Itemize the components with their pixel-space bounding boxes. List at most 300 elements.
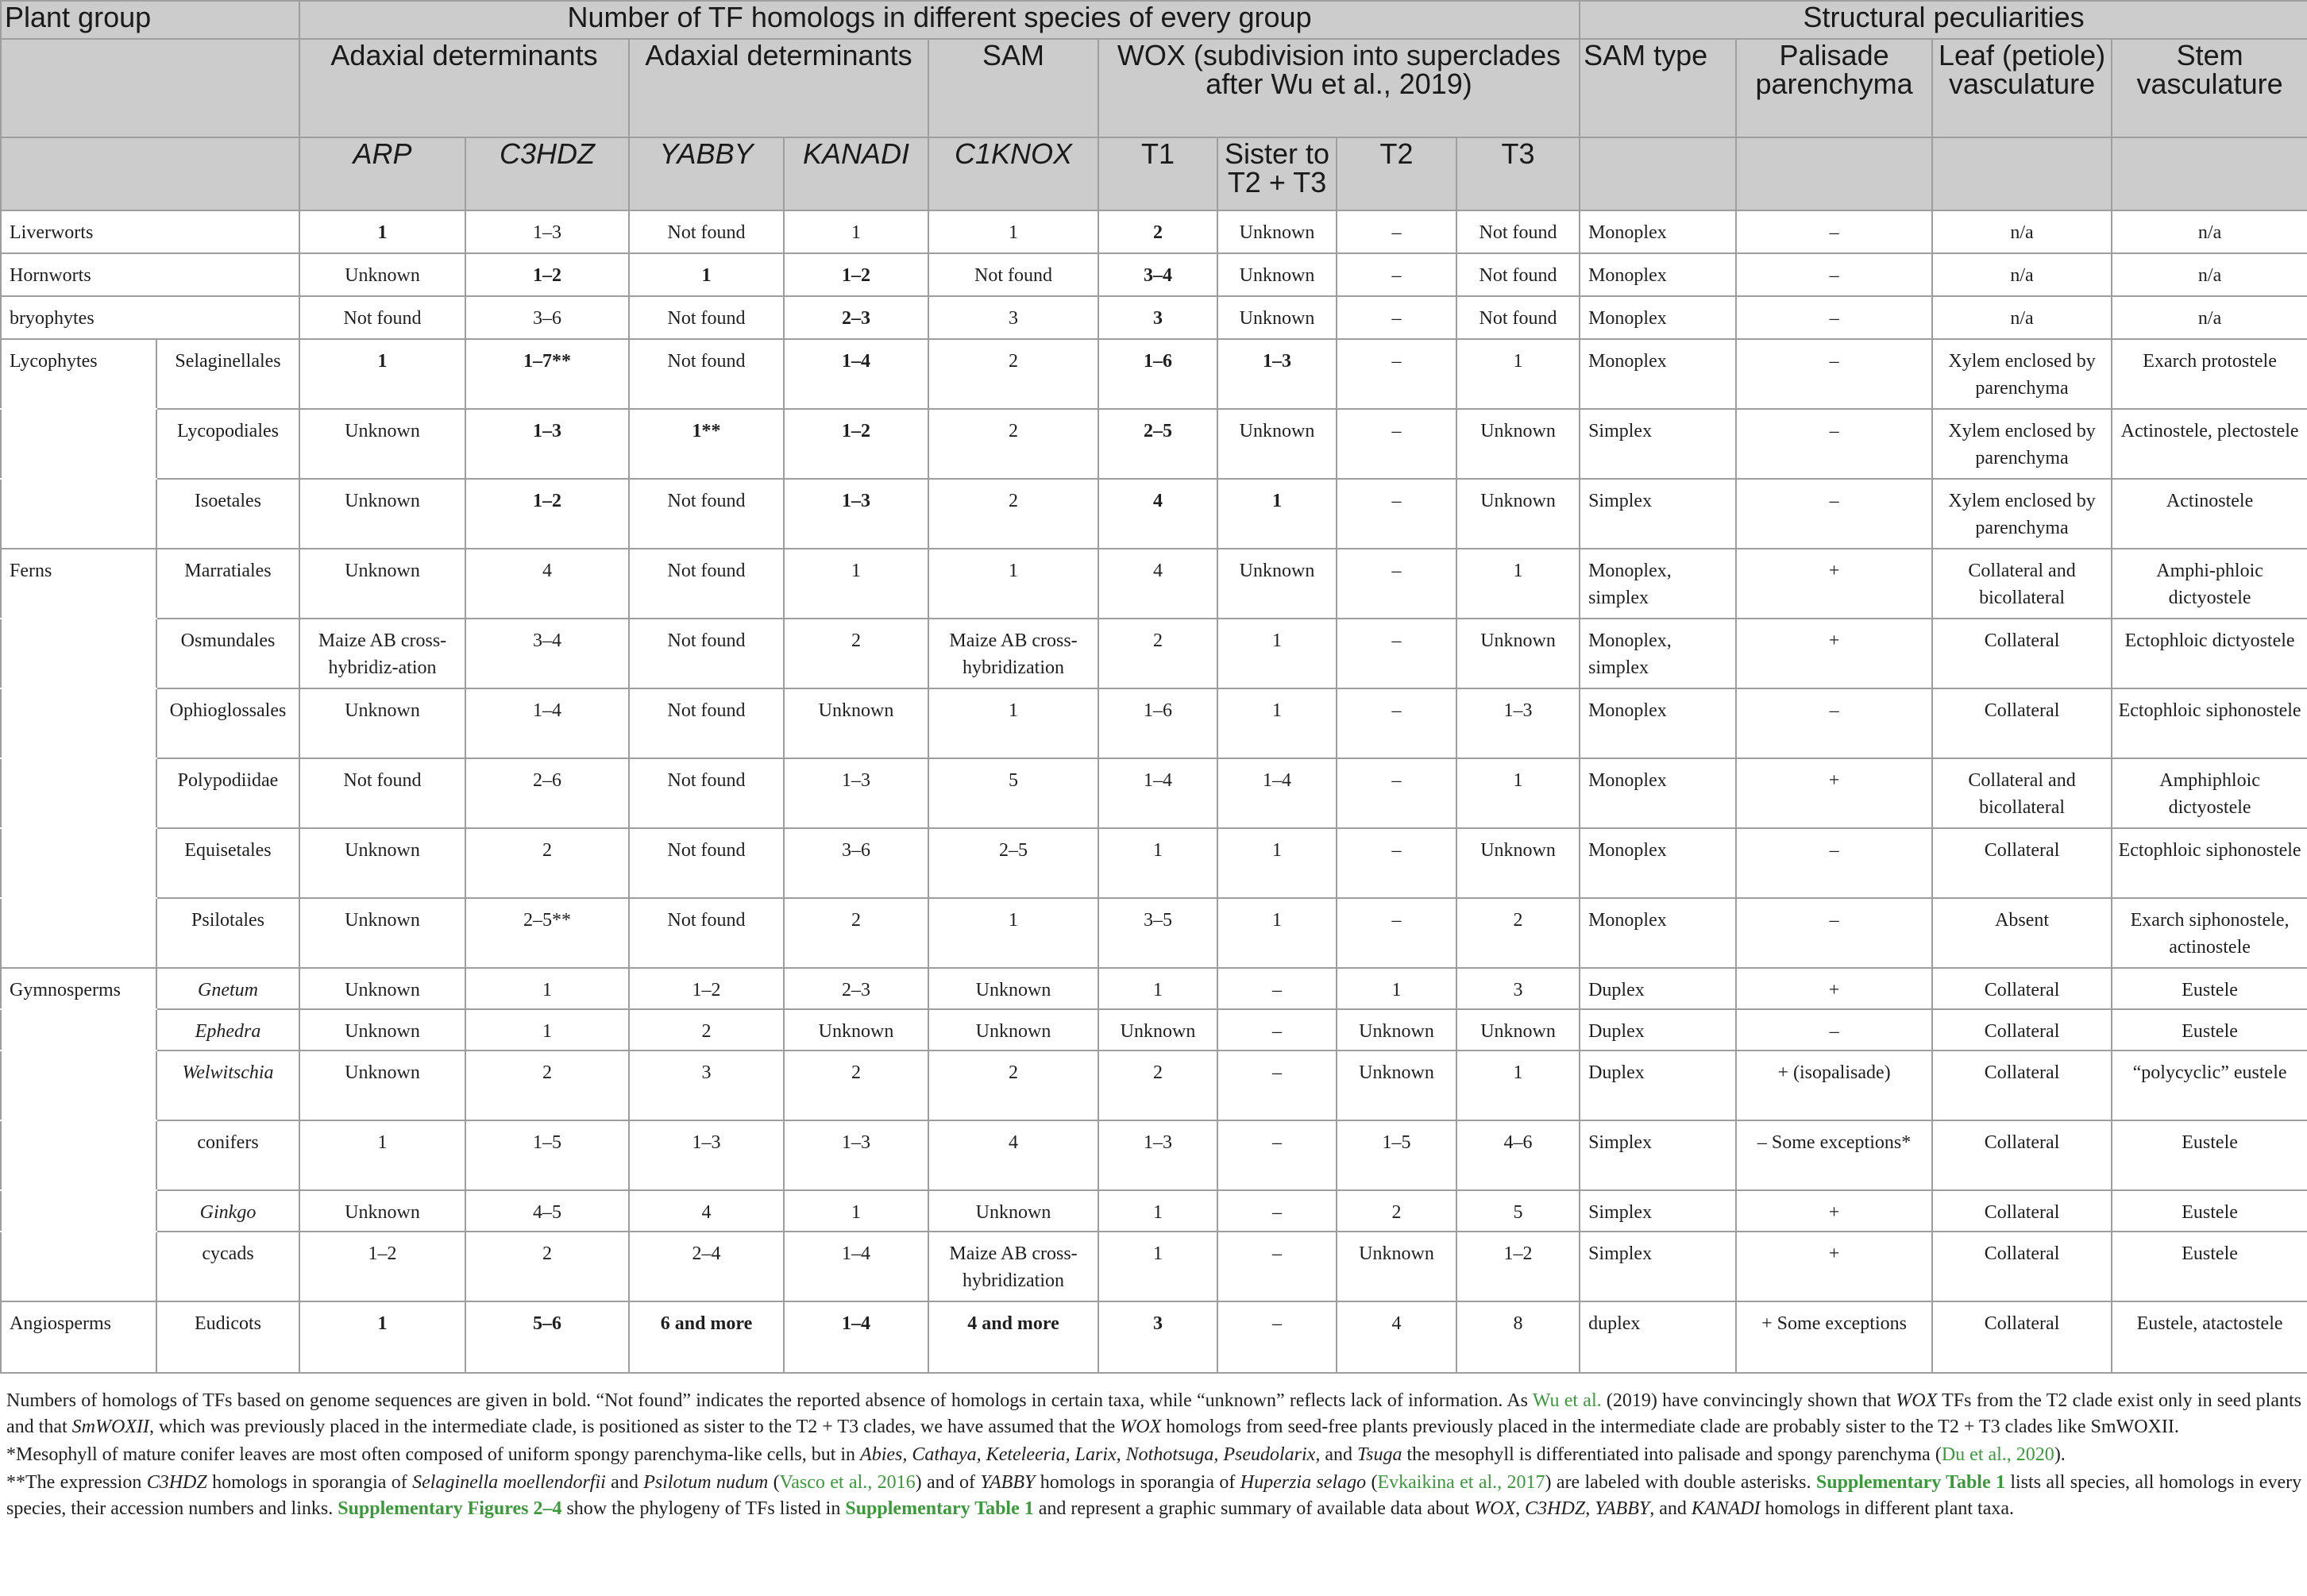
yabby-cell: 6 and more bbox=[629, 1301, 784, 1373]
t3-cell: Unknown bbox=[1456, 479, 1580, 549]
kanadi-cell: 1–3 bbox=[784, 1120, 928, 1190]
t1-cell: 1 bbox=[1098, 1232, 1217, 1301]
subgroup-cell: Ophioglossales bbox=[156, 688, 299, 758]
palisade-cell: + (isopalisade) bbox=[1736, 1051, 1932, 1120]
table-row bbox=[1, 1120, 2307, 1190]
group-cell bbox=[1, 1232, 156, 1301]
sam-type-cell: Monoplex bbox=[1580, 210, 1736, 253]
sam-type-cell: Monoplex bbox=[1580, 253, 1736, 296]
stem-cell: Eustele bbox=[2112, 968, 2307, 1009]
t2-cell: Unknown bbox=[1337, 1232, 1456, 1301]
palisade-cell: – bbox=[1736, 210, 1932, 253]
t2-cell: – bbox=[1337, 828, 1456, 898]
subgroup-cell: Welwitschia bbox=[156, 1051, 299, 1120]
c1knox-cell: 4 bbox=[928, 1120, 1098, 1190]
header-stem-vasculature: Stem vasculature bbox=[2112, 39, 2307, 137]
group-cell bbox=[1, 479, 156, 549]
c3hdz-cell: 3–6 bbox=[465, 296, 629, 339]
c1knox-cell: 2 bbox=[928, 1051, 1098, 1120]
yabby-cell: Not found bbox=[629, 339, 784, 409]
subgroup-cell: Osmundales bbox=[156, 619, 299, 688]
header-empty-cell bbox=[2112, 137, 2307, 210]
palisade-cell: – bbox=[1736, 409, 1932, 479]
sam-type-cell: Simplex bbox=[1580, 1190, 1736, 1232]
arp-cell: Unknown bbox=[299, 828, 465, 898]
stem-cell: Eustele bbox=[2112, 1009, 2307, 1051]
sam-type-cell: Monoplex, simplex bbox=[1580, 549, 1736, 619]
subgroup-cell: Isoetales bbox=[156, 479, 299, 549]
t1-cell: 1 bbox=[1098, 828, 1217, 898]
yabby-cell: 3 bbox=[629, 1051, 784, 1120]
leaf-cell: Collateral bbox=[1932, 688, 2112, 758]
group-cell bbox=[1, 828, 156, 898]
leaf-cell: Xylem enclosed by parenchyma bbox=[1932, 479, 2112, 549]
table-row bbox=[1, 828, 2307, 898]
arp-cell: 1 bbox=[299, 210, 465, 253]
arp-cell: Unknown bbox=[299, 688, 465, 758]
c1knox-cell: 2 bbox=[928, 479, 1098, 549]
yabby-cell: 1 bbox=[629, 253, 784, 296]
c1knox-cell: 2–5 bbox=[928, 828, 1098, 898]
t3-cell: 1 bbox=[1456, 339, 1580, 409]
table-row bbox=[1, 1232, 2307, 1301]
header-plant-group: Plant group bbox=[1, 1, 299, 39]
leaf-cell: Collateral bbox=[1932, 968, 2112, 1009]
c3hdz-cell: 1 bbox=[465, 1009, 629, 1051]
arp-cell: Unknown bbox=[299, 549, 465, 619]
subgroup-cell: Psilotales bbox=[156, 898, 299, 968]
kanadi-cell: 1–2 bbox=[784, 409, 928, 479]
t3-cell: 5 bbox=[1456, 1190, 1580, 1232]
subgroup-cell: Marratiales bbox=[156, 549, 299, 619]
sam-type-cell: Monoplex bbox=[1580, 758, 1736, 828]
table-row bbox=[1, 296, 2307, 339]
t1-cell: 2 bbox=[1098, 1051, 1217, 1120]
c1knox-cell: 1 bbox=[928, 210, 1098, 253]
palisade-cell: + bbox=[1736, 1232, 1932, 1301]
c3hdz-cell: 4 bbox=[465, 549, 629, 619]
palisade-cell: – bbox=[1736, 1009, 1932, 1051]
group-cell: Hornworts bbox=[1, 253, 299, 296]
yabby-cell: 4 bbox=[629, 1190, 784, 1232]
header-empty-cell bbox=[1, 39, 299, 137]
yabby-cell: Not found bbox=[629, 549, 784, 619]
header-structural: Structural peculiarities bbox=[1580, 1, 2307, 39]
t3-cell: 2 bbox=[1456, 898, 1580, 968]
t3-cell: 3 bbox=[1456, 968, 1580, 1009]
palisade-cell: + bbox=[1736, 549, 1932, 619]
arp-cell: 1 bbox=[299, 339, 465, 409]
header-yabby: YABBY bbox=[629, 137, 784, 210]
t2-cell: – bbox=[1337, 296, 1456, 339]
stem-cell: Ectophloic siphonostele bbox=[2112, 828, 2307, 898]
yabby-cell: 1–3 bbox=[629, 1120, 784, 1190]
palisade-cell: – bbox=[1736, 339, 1932, 409]
c1knox-cell: 1 bbox=[928, 898, 1098, 968]
t2-cell: 1–5 bbox=[1337, 1120, 1456, 1190]
kanadi-cell: 1 bbox=[784, 210, 928, 253]
c1knox-cell: 2 bbox=[928, 339, 1098, 409]
sam-type-cell: Monoplex, simplex bbox=[1580, 619, 1736, 688]
citation-link[interactable]: Vasco et al., 2016 bbox=[779, 1472, 916, 1493]
kanadi-cell: 1 bbox=[784, 1190, 928, 1232]
sister-cell: 1 bbox=[1217, 688, 1337, 758]
leaf-cell: Collateral bbox=[1932, 1190, 2112, 1232]
sister-cell: 1 bbox=[1217, 479, 1337, 549]
header-t1: T1 bbox=[1098, 137, 1217, 210]
t3-cell: 1 bbox=[1456, 1051, 1580, 1120]
header-c3hdz: C3HDZ bbox=[465, 137, 629, 210]
arp-cell: Unknown bbox=[299, 409, 465, 479]
yabby-cell: 1–2 bbox=[629, 968, 784, 1009]
header-number-of-tf: Number of TF homologs in different species of every group bbox=[299, 1, 1580, 39]
t1-cell: 1–6 bbox=[1098, 688, 1217, 758]
t3-cell: Unknown bbox=[1456, 619, 1580, 688]
sam-type-cell: Simplex bbox=[1580, 1232, 1736, 1301]
t1-cell: 1–4 bbox=[1098, 758, 1217, 828]
table-header bbox=[1, 1, 2307, 210]
group-cell: Gymnosperms bbox=[1, 968, 156, 1009]
subgroup-cell: conifers bbox=[156, 1120, 299, 1190]
c1knox-cell: 5 bbox=[928, 758, 1098, 828]
t1-cell: 2 bbox=[1098, 619, 1217, 688]
c1knox-cell: Not found bbox=[928, 253, 1098, 296]
group-cell bbox=[1, 409, 156, 479]
c3hdz-cell: 1–7** bbox=[465, 339, 629, 409]
t1-cell: 1 bbox=[1098, 1190, 1217, 1232]
t2-cell: – bbox=[1337, 549, 1456, 619]
subgroup-cell: Selaginellales bbox=[156, 339, 299, 409]
stem-cell: Actinostele, plectostele bbox=[2112, 409, 2307, 479]
sam-type-cell: Monoplex bbox=[1580, 296, 1736, 339]
palisade-cell: + bbox=[1736, 968, 1932, 1009]
group-cell bbox=[1, 1009, 156, 1051]
palisade-cell: – bbox=[1736, 898, 1932, 968]
sister-cell: – bbox=[1217, 968, 1337, 1009]
group-cell bbox=[1, 619, 156, 688]
c1knox-cell: 1 bbox=[928, 549, 1098, 619]
c3hdz-cell: 1–2 bbox=[465, 253, 629, 296]
table-row bbox=[1, 339, 2307, 409]
arp-cell: Unknown bbox=[299, 968, 465, 1009]
palisade-cell: – bbox=[1736, 688, 1932, 758]
kanadi-cell: 2 bbox=[784, 1051, 928, 1120]
sister-cell: Unknown bbox=[1217, 549, 1337, 619]
header-leaf-vasculature: Leaf (petiole) vasculature bbox=[1932, 39, 2112, 137]
subgroup-cell: Eudicots bbox=[156, 1301, 299, 1373]
header-sam-type: SAM type bbox=[1580, 39, 1736, 137]
leaf-cell: Collateral bbox=[1932, 1051, 2112, 1120]
c3hdz-cell: 2 bbox=[465, 1051, 629, 1120]
t1-cell: 1–6 bbox=[1098, 339, 1217, 409]
table-row bbox=[1, 1190, 2307, 1232]
stem-cell: “polycyclic” eustele bbox=[2112, 1051, 2307, 1120]
stem-cell: n/a bbox=[2112, 210, 2307, 253]
header-sister: Sister to T2 + T3 bbox=[1217, 137, 1337, 210]
header-empty-cell bbox=[1580, 137, 1736, 210]
t3-cell: Unknown bbox=[1456, 1009, 1580, 1051]
kanadi-cell: 1–4 bbox=[784, 1232, 928, 1301]
t2-cell: – bbox=[1337, 688, 1456, 758]
group-cell bbox=[1, 1190, 156, 1232]
c3hdz-cell: 1 bbox=[465, 968, 629, 1009]
c1knox-cell: Maize AB cross-hybridization bbox=[928, 1232, 1098, 1301]
kanadi-cell: Unknown bbox=[784, 688, 928, 758]
stem-cell: Amphi-phloic dictyostele bbox=[2112, 549, 2307, 619]
leaf-cell: Collateral bbox=[1932, 1301, 2112, 1373]
t3-cell: 4–6 bbox=[1456, 1120, 1580, 1190]
citation-link[interactable]: Wu et al. bbox=[1532, 1390, 1602, 1411]
sister-cell: 1 bbox=[1217, 898, 1337, 968]
group-cell bbox=[1, 688, 156, 758]
t3-cell: 1 bbox=[1456, 549, 1580, 619]
stem-cell: Amphiphloic dictyostele bbox=[2112, 758, 2307, 828]
arp-cell: Unknown bbox=[299, 1190, 465, 1232]
sister-cell: Unknown bbox=[1217, 409, 1337, 479]
c3hdz-cell: 1–4 bbox=[465, 688, 629, 758]
stem-cell: Actinostele bbox=[2112, 479, 2307, 549]
footnote-bold-explanation: Numbers of homologs of TFs based on genome sequences are given in bold. “Not found” indicates the reported absence of homologs in certain taxa, while “unknown” reflects lack of information. As Wu et al. (2019) have convincingly shown that WOX TFs from the T2 clade exist only in seed plants and that SmWOXII, which was previously placed in the intermediate clade, is positioned as sister to the T2 + T3 clades, we have assumed that the WOX homologs from seed-free plants previously placed in the intermediate clade are probably sister to the T2 + T3 clades like SmWOXII. bbox=[6, 1390, 2302, 1437]
table-row bbox=[1, 968, 2307, 1009]
t2-cell: 2 bbox=[1337, 1190, 1456, 1232]
table-row bbox=[1, 409, 2307, 479]
subgroup-cell: Gnetum bbox=[156, 968, 299, 1009]
t1-cell: 3–5 bbox=[1098, 898, 1217, 968]
t2-cell: Unknown bbox=[1337, 1009, 1456, 1051]
t2-cell: 1 bbox=[1337, 968, 1456, 1009]
kanadi-cell: 1–2 bbox=[784, 253, 928, 296]
sam-type-cell: Simplex bbox=[1580, 409, 1736, 479]
supplementary-link[interactable]: Supplementary Table 1 bbox=[845, 1498, 1034, 1519]
header-t3: T3 bbox=[1456, 137, 1580, 210]
kanadi-cell: 2–3 bbox=[784, 296, 928, 339]
table-row bbox=[1, 1009, 2307, 1051]
group-cell: bryophytes bbox=[1, 296, 299, 339]
table-body bbox=[1, 210, 2307, 1373]
header-empty-cell bbox=[1932, 137, 2112, 210]
t2-cell: – bbox=[1337, 339, 1456, 409]
sister-cell: 1 bbox=[1217, 619, 1337, 688]
t1-cell: 3 bbox=[1098, 1301, 1217, 1373]
table-row bbox=[1, 1301, 2307, 1373]
palisade-cell: + bbox=[1736, 758, 1932, 828]
t1-cell: 4 bbox=[1098, 479, 1217, 549]
palisade-cell: + bbox=[1736, 1190, 1932, 1232]
t1-cell: 4 bbox=[1098, 549, 1217, 619]
sam-type-cell: Simplex bbox=[1580, 1120, 1736, 1190]
stem-cell: n/a bbox=[2112, 253, 2307, 296]
c3hdz-cell: 3–4 bbox=[465, 619, 629, 688]
t3-cell: 8 bbox=[1456, 1301, 1580, 1373]
sam-type-cell: Duplex bbox=[1580, 1009, 1736, 1051]
yabby-cell: Not found bbox=[629, 296, 784, 339]
t1-cell: 3 bbox=[1098, 296, 1217, 339]
t2-cell: Unknown bbox=[1337, 1051, 1456, 1120]
t2-cell: – bbox=[1337, 479, 1456, 549]
table-row bbox=[1, 210, 2307, 253]
yabby-cell: 2 bbox=[629, 1009, 784, 1051]
group-cell bbox=[1, 1051, 156, 1120]
c1knox-cell: 2 bbox=[928, 409, 1098, 479]
c1knox-cell: Maize AB cross-hybridization bbox=[928, 619, 1098, 688]
sister-cell: Unknown bbox=[1217, 253, 1337, 296]
sister-cell: 1–3 bbox=[1217, 339, 1337, 409]
arp-cell: Unknown bbox=[299, 479, 465, 549]
subgroup-cell: Polypodiidae bbox=[156, 758, 299, 828]
supplementary-link[interactable]: Supplementary Table 1 bbox=[1815, 1472, 2005, 1493]
sam-type-cell: duplex bbox=[1580, 1301, 1736, 1373]
group-cell: Ferns bbox=[1, 549, 156, 619]
table-row bbox=[1, 479, 2307, 549]
palisade-cell: + Some exceptions bbox=[1736, 1301, 1932, 1373]
leaf-cell: n/a bbox=[1932, 210, 2112, 253]
leaf-cell: Xylem enclosed by parenchyma bbox=[1932, 339, 2112, 409]
arp-cell: 1–2 bbox=[299, 1232, 465, 1301]
sam-type-cell: Duplex bbox=[1580, 1051, 1736, 1120]
c3hdz-cell: 2 bbox=[465, 828, 629, 898]
t2-cell: – bbox=[1337, 253, 1456, 296]
palisade-cell: – bbox=[1736, 253, 1932, 296]
t3-cell: 1–2 bbox=[1456, 1232, 1580, 1301]
kanadi-cell: 2 bbox=[784, 898, 928, 968]
t1-cell: 1–3 bbox=[1098, 1120, 1217, 1190]
c1knox-cell: Unknown bbox=[928, 1009, 1098, 1051]
group-cell bbox=[1, 758, 156, 828]
c3hdz-cell: 2 bbox=[465, 1232, 629, 1301]
t2-cell: – bbox=[1337, 409, 1456, 479]
t2-cell: – bbox=[1337, 898, 1456, 968]
t3-cell: 1–3 bbox=[1456, 688, 1580, 758]
t3-cell: Not found bbox=[1456, 210, 1580, 253]
c3hdz-cell: 1–3 bbox=[465, 210, 629, 253]
kanadi-cell: 1–3 bbox=[784, 479, 928, 549]
t3-cell: Not found bbox=[1456, 253, 1580, 296]
group-cell: Lycophytes bbox=[1, 339, 156, 409]
arp-cell: Not found bbox=[299, 296, 465, 339]
stem-cell: Eustele bbox=[2112, 1120, 2307, 1190]
sister-cell: Unknown bbox=[1217, 210, 1337, 253]
stem-cell: Ectophloic siphonostele bbox=[2112, 688, 2307, 758]
leaf-cell: Collateral and bicollateral bbox=[1932, 758, 2112, 828]
c3hdz-cell: 1–3 bbox=[465, 409, 629, 479]
leaf-cell: Collateral bbox=[1932, 828, 2112, 898]
leaf-cell: Collateral and bicollateral bbox=[1932, 549, 2112, 619]
t3-cell: Unknown bbox=[1456, 828, 1580, 898]
leaf-cell: Collateral bbox=[1932, 1120, 2112, 1190]
header-palisade: Palisade parenchyma bbox=[1736, 39, 1932, 137]
leaf-cell: Absent bbox=[1932, 898, 2112, 968]
table-row bbox=[1, 1051, 2307, 1120]
table-row bbox=[1, 619, 2307, 688]
header-sam: SAM bbox=[928, 39, 1098, 137]
sister-cell: – bbox=[1217, 1190, 1337, 1232]
palisade-cell: – bbox=[1736, 479, 1932, 549]
kanadi-cell: 1–4 bbox=[784, 339, 928, 409]
c3hdz-cell: 1–5 bbox=[465, 1120, 629, 1190]
arp-cell: 1 bbox=[299, 1301, 465, 1373]
t1-cell: 2–5 bbox=[1098, 409, 1217, 479]
arp-cell: Maize AB cross-hybridiz-ation bbox=[299, 619, 465, 688]
t1-cell: 3–4 bbox=[1098, 253, 1217, 296]
leaf-cell: Collateral bbox=[1932, 1232, 2112, 1301]
c1knox-cell: Unknown bbox=[928, 1190, 1098, 1232]
yabby-cell: Not found bbox=[629, 210, 784, 253]
stem-cell: Eustele bbox=[2112, 1232, 2307, 1301]
yabby-cell: Not found bbox=[629, 688, 784, 758]
t3-cell: Not found bbox=[1456, 296, 1580, 339]
citation-link[interactable]: Evkaikina et al., 2017 bbox=[1377, 1472, 1545, 1493]
group-cell: Liverworts bbox=[1, 210, 299, 253]
group-cell bbox=[1, 898, 156, 968]
table-row bbox=[1, 549, 2307, 619]
header-wox: WOX (subdivision into superclades after Wu et al., 2019) bbox=[1098, 39, 1580, 137]
header-empty-cell bbox=[1736, 137, 1932, 210]
stem-cell: Eustele, atactostele bbox=[2112, 1301, 2307, 1373]
sister-cell: Unknown bbox=[1217, 296, 1337, 339]
sister-cell: – bbox=[1217, 1301, 1337, 1373]
t1-cell: 1 bbox=[1098, 968, 1217, 1009]
subgroup-cell: Ephedra bbox=[156, 1009, 299, 1051]
leaf-cell: n/a bbox=[1932, 296, 2112, 339]
citation-link[interactable]: Du et al., 2020 bbox=[1941, 1444, 2054, 1465]
sister-cell: – bbox=[1217, 1009, 1337, 1051]
arp-cell: 1 bbox=[299, 1120, 465, 1190]
stem-cell: Exarch protostele bbox=[2112, 339, 2307, 409]
c3hdz-cell: 5–6 bbox=[465, 1301, 629, 1373]
t2-cell: – bbox=[1337, 210, 1456, 253]
c1knox-cell: 3 bbox=[928, 296, 1098, 339]
table-row bbox=[1, 898, 2307, 968]
c3hdz-cell: 4–5 bbox=[465, 1190, 629, 1232]
leaf-cell: Xylem enclosed by parenchyma bbox=[1932, 409, 2112, 479]
group-cell bbox=[1, 1120, 156, 1190]
footnote-double-asterisk: **The expression C3HDZ homologs in sporangia of Selaginella moellendorfii and Psilotum nudum (Vasco et al., 2016) and of YABBY homologs in sporangia of Huperzia selago (Evkaikina et al., 2017) are labeled with double asterisks. Supplementary Table 1 lists all species, all homologs in every species, their accession numbers and links. Supplementary Figures 2–4 show the phylogeny of TFs listed in Supplementary Table 1 and represent a graphic summary of available data about WOX, C3HDZ, YABBY, and KANADI homologs in different plant taxa. bbox=[6, 1472, 2302, 1519]
table-footnotes bbox=[6, 1388, 2301, 1524]
sister-cell: 1–4 bbox=[1217, 758, 1337, 828]
header-c1knox: C1KNOX bbox=[928, 137, 1098, 210]
palisade-cell: – bbox=[1736, 296, 1932, 339]
t2-cell: – bbox=[1337, 619, 1456, 688]
sam-type-cell: Duplex bbox=[1580, 968, 1736, 1009]
header-arp: ARP bbox=[299, 137, 465, 210]
yabby-cell: Not found bbox=[629, 898, 784, 968]
sam-type-cell: Monoplex bbox=[1580, 688, 1736, 758]
arp-cell: Not found bbox=[299, 758, 465, 828]
c3hdz-cell: 2–5** bbox=[465, 898, 629, 968]
arp-cell: Unknown bbox=[299, 1051, 465, 1120]
kanadi-cell: 1 bbox=[784, 549, 928, 619]
t1-cell: 2 bbox=[1098, 210, 1217, 253]
c1knox-cell: 4 and more bbox=[928, 1301, 1098, 1373]
header-empty-cell bbox=[1, 137, 299, 210]
leaf-cell: n/a bbox=[1932, 253, 2112, 296]
table-row bbox=[1, 688, 2307, 758]
header-t2: T2 bbox=[1337, 137, 1456, 210]
yabby-cell: Not found bbox=[629, 619, 784, 688]
sam-type-cell: Simplex bbox=[1580, 479, 1736, 549]
kanadi-cell: 3–6 bbox=[784, 828, 928, 898]
kanadi-cell: 2 bbox=[784, 619, 928, 688]
palisade-cell: – bbox=[1736, 828, 1932, 898]
supplementary-link[interactable]: Supplementary Figures 2–4 bbox=[338, 1498, 562, 1519]
sam-type-cell: Monoplex bbox=[1580, 339, 1736, 409]
arp-cell: Unknown bbox=[299, 898, 465, 968]
arp-cell: Unknown bbox=[299, 1009, 465, 1051]
stem-cell: Ectophloic dictyostele bbox=[2112, 619, 2307, 688]
arp-cell: Unknown bbox=[299, 253, 465, 296]
c1knox-cell: Unknown bbox=[928, 968, 1098, 1009]
kanadi-cell: 2–3 bbox=[784, 968, 928, 1009]
